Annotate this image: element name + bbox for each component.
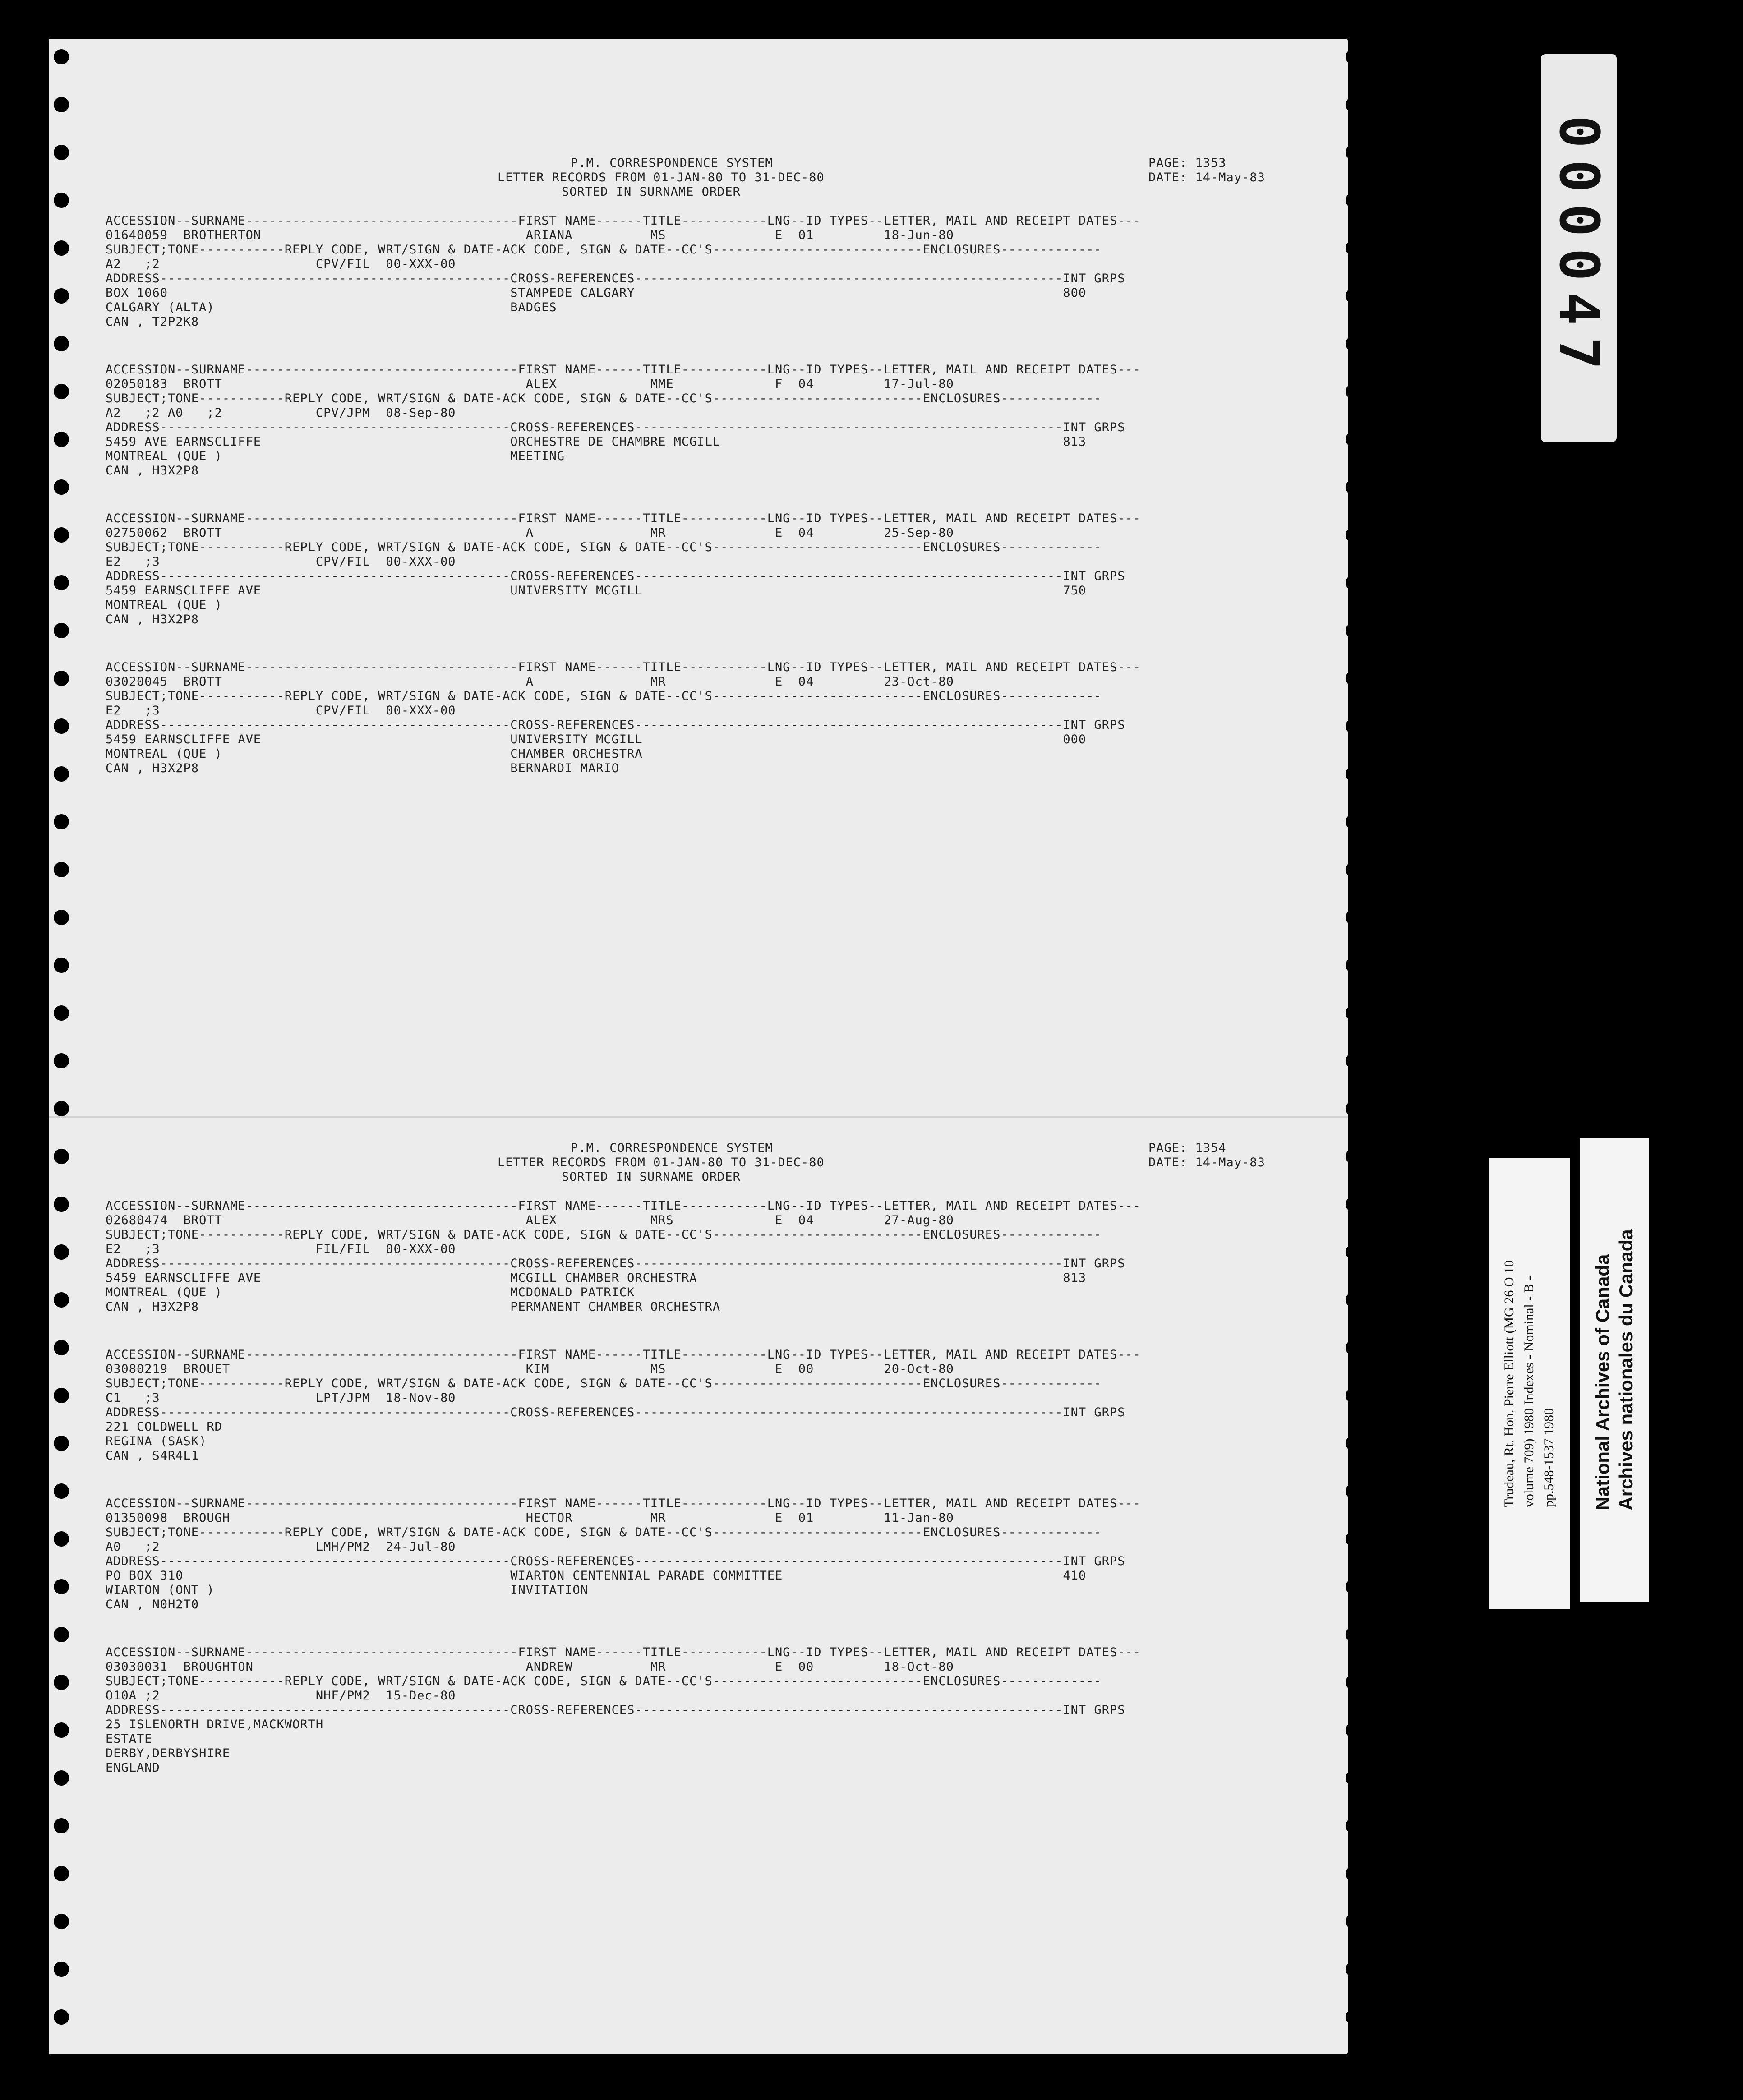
record-line: 02680474 BROTT ALEX MRS E 04 27-Aug-80 [106,1213,954,1227]
feed-hole [1346,1483,1361,1499]
record-line: C1 ;3 LPT/JPM 18-Nov-80 [106,1391,456,1405]
record-line: SUBJECT;TONE-----------REPLY CODE, WRT/SIGN & DATE-ACK CODE, SIGN & DATE--CC'S---------------------------ENCLOSURES------------- [106,540,1102,554]
record-line: 5459 AVE EARNSCLIFFE ORCHESTRE DE CHAMBRE MCGILL 813 [106,435,1087,449]
record-line: ADDRESS---------------------------------------------CROSS-REFERENCES-------------------------------------------------------INT GRPS [106,1703,1125,1717]
record-line: ADDRESS---------------------------------------------CROSS-REFERENCES-------------------------------------------------------INT GRPS [106,569,1125,583]
report-page-2 [106,1141,1287,1818]
record-line: ADDRESS---------------------------------------------CROSS-REFERENCES-------------------------------------------------------INT GRPS [106,1554,1125,1568]
reference-label-line: pp.548-1537 1980 [1541,1408,1556,1508]
sort-note: SORTED IN SURNAME ORDER [562,1170,741,1184]
feed-hole [54,97,69,112]
record-line: ESTATE [106,1732,152,1746]
record-line: CAN , N0H2T0 [106,1598,199,1612]
record-line: CAN , H3X2P8 BERNARDI MARIO [106,761,619,775]
feed-hole [54,49,69,64]
record-line: 25 ISLENORTH DRIVE,MACKWORTH [106,1718,324,1732]
feed-hole [54,1244,69,1260]
feed-hole [54,1627,69,1642]
feed-hole [1346,1340,1361,1355]
feed-hole [1346,432,1361,447]
feed-hole [54,1818,69,1833]
feed-hole [54,145,69,160]
feed-hole [54,1675,69,1690]
record-line: 5459 EARNSCLIFFE AVE UNIVERSITY MCGILL 750 [106,584,1087,598]
record-line: MONTREAL (QUE ) [106,598,222,612]
feed-hole [1346,623,1361,638]
record-line: MONTREAL (QUE ) MCDONALD PATRICK [106,1285,635,1299]
feed-hole [1346,814,1361,829]
feed-hole [1346,1388,1361,1403]
record-line: CAN , T2P2K8 [106,315,199,329]
page-number: PAGE: 1353 [1148,156,1227,170]
feed-hole [54,1005,69,1021]
record-line: CAN , S4R4L1 [106,1449,199,1463]
record-line: CAN , H3X2P8 [106,612,199,626]
feed-hole [54,1866,69,1881]
feed-hole [54,1101,69,1116]
archive-label [1580,1138,1649,1602]
record-line: DERBY,DERBYSHIRE [106,1746,231,1760]
feed-hole [1346,1579,1361,1594]
feed-hole [1346,575,1361,590]
record-line: SUBJECT;TONE-----------REPLY CODE, WRT/SIGN & DATE-ACK CODE, SIGN & DATE--CC'S---------------------------ENCLOSURES------------- [106,1674,1102,1688]
feed-hole [54,1436,69,1451]
sort-note: SORTED IN SURNAME ORDER [562,185,741,199]
record-line: ADDRESS---------------------------------------------CROSS-REFERENCES-------------------------------------------------------INT GRPS [106,272,1125,286]
accession-stamp [1541,54,1617,442]
page-number: PAGE: 1354 [1148,1141,1227,1155]
feed-hole [1346,1101,1361,1116]
feed-hole [54,623,69,638]
feed-hole [54,718,69,734]
feed-hole [54,384,69,399]
record-line: ACCESSION--SURNAME-----------------------------------FIRST NAME------TITLE-----------LNG--ID TYPES--LETTER, MAIL AND RECEIPT DATES--- [106,363,1141,377]
feed-hole [54,288,69,304]
feed-hole [1346,193,1361,208]
feed-hole [54,1292,69,1308]
record-line: ENGLAND [106,1761,160,1775]
record-line: ADDRESS---------------------------------------------CROSS-REFERENCES-------------------------------------------------------INT GRPS [106,718,1125,732]
feed-hole [54,1722,69,1738]
feed-hole [1346,862,1361,877]
record-line: A0 ;2 LMH/PM2 24-Jul-80 [106,1540,456,1554]
feed-hole [1346,1053,1361,1068]
record-line: ACCESSION--SURNAME-----------------------------------FIRST NAME------TITLE-----------LNG--ID TYPES--LETTER, MAIL AND RECEIPT DATES--- [106,214,1141,228]
feed-hole [1346,1675,1361,1690]
feed-hole [1346,2009,1361,2025]
record-line: 02750062 BROTT A MR E 04 25-Sep-80 [106,526,954,540]
feed-hole [1346,1627,1361,1642]
feed-hole [1346,1962,1361,1977]
archive-label-french: Archives nationales du Canada [1615,1229,1637,1511]
record-line: 01640059 BROTHERTON ARIANA MS E 01 18-Jun-80 [106,228,954,242]
feed-hole [1346,527,1361,543]
system-title: P.M. CORRESPONDENCE SYSTEM [571,156,773,170]
feed-hole [54,1579,69,1594]
feed-hole [54,1531,69,1547]
record-line: E2 ;3 CPV/FIL 00-XXX-00 [106,704,456,718]
record-line: 221 COLDWELL RD [106,1420,222,1434]
feed-hole [54,1197,69,1212]
record-line: ACCESSION--SURNAME-----------------------------------FIRST NAME------TITLE-----------LNG--ID TYPES--LETTER, MAIL AND RECEIPT DATES--- [106,660,1141,674]
record-line: A2 ;2 A0 ;2 CPV/JPM 08-Sep-80 [106,406,456,420]
feed-hole [54,336,69,351]
page-perforation [49,1116,1348,1118]
feed-hole [1346,288,1361,304]
feed-hole [1346,1149,1361,1164]
record-line: CAN , H3X2P8 [106,464,199,478]
report-subtitle: LETTER RECORDS FROM 01-JAN-80 TO 31-DEC-80 [498,1156,825,1170]
reference-label-line: Trudeau, Rt. Hon. Pierre Elliott (MG 26 O 10 [1502,1260,1517,1508]
record-line: E2 ;3 CPV/FIL 00-XXX-00 [106,555,456,569]
record-line: O10A ;2 NHF/PM2 15-Dec-80 [106,1689,456,1703]
feed-hole [54,1053,69,1068]
record-line: 02050183 BROTT ALEX MME F 04 17-Jul-80 [106,377,954,391]
feed-hole [54,1483,69,1499]
record-line: MONTREAL (QUE ) MEETING [106,449,565,463]
record-line: E2 ;3 FIL/FIL 00-XXX-00 [106,1242,456,1256]
feed-hole [54,671,69,686]
report-page-1 [106,156,1287,788]
feed-hole [1346,49,1361,64]
feed-hole [54,766,69,782]
feed-hole [54,193,69,208]
record-line: BOX 1060 STAMPEDE CALGARY 800 [106,286,1087,300]
feed-hole [1346,1244,1361,1260]
record-line: REGINA (SASK) [106,1434,207,1448]
feed-hole [54,910,69,925]
feed-hole [1346,1914,1361,1929]
feed-hole [1346,145,1361,160]
feed-hole [1346,1436,1361,1451]
feed-hole [54,240,69,256]
record-line: ADDRESS---------------------------------------------CROSS-REFERENCES-------------------------------------------------------INT GRPS [106,1405,1125,1419]
feed-hole [1346,671,1361,686]
record-line: ACCESSION--SURNAME-----------------------------------FIRST NAME------TITLE-----------LNG--ID TYPES--LETTER, MAIL AND RECEIPT DATES--- [106,1497,1141,1511]
feed-hole [1346,1292,1361,1308]
record-line: PO BOX 310 WIARTON CENTENNIAL PARADE COMMITTEE 410 [106,1569,1087,1583]
feed-hole [54,2009,69,2025]
record-line: ACCESSION--SURNAME-----------------------------------FIRST NAME------TITLE-----------LNG--ID TYPES--LETTER, MAIL AND RECEIPT DATES--- [106,1199,1141,1213]
feed-hole [1346,479,1361,495]
record-line: WIARTON (ONT ) INVITATION [106,1583,588,1597]
feed-hole [54,1340,69,1355]
record-line: A2 ;2 CPV/FIL 00-XXX-00 [106,257,456,271]
feed-hole [54,1770,69,1786]
feed-hole [54,862,69,877]
record-line: CALGARY (ALTA) BADGES [106,300,557,314]
record-line: ADDRESS---------------------------------------------CROSS-REFERENCES-------------------------------------------------------INT GRPS [106,420,1125,434]
feed-hole [1346,1818,1361,1833]
feed-hole [54,575,69,590]
feed-hole [1346,766,1361,782]
feed-hole [1346,1005,1361,1021]
record-line: ADDRESS---------------------------------------------CROSS-REFERENCES-------------------------------------------------------INT GRPS [106,1257,1125,1271]
record-line: 03080219 BROUET KIM MS E 00 20-Oct-80 [106,1362,954,1376]
feed-hole [54,1914,69,1929]
record-line: CAN , H3X2P8 PERMANENT CHAMBER ORCHESTRA [106,1300,721,1314]
record-line: SUBJECT;TONE-----------REPLY CODE, WRT/SIGN & DATE-ACK CODE, SIGN & DATE--CC'S---------------------------ENCLOSURES------------- [106,1228,1102,1242]
record-line: 03020045 BROTT A MR E 04 23-Oct-80 [106,675,954,689]
record-line: SUBJECT;TONE-----------REPLY CODE, WRT/SIGN & DATE-ACK CODE, SIGN & DATE--CC'S---------------------------ENCLOSURES------------- [106,391,1102,405]
feed-hole [1346,1866,1361,1881]
feed-hole [1346,336,1361,351]
report-date: DATE: 14-May-83 [1148,170,1265,184]
accession-stamp-number: 000047 [1547,115,1610,381]
feed-hole [1346,718,1361,734]
record-line: SUBJECT;TONE-----------REPLY CODE, WRT/SIGN & DATE-ACK CODE, SIGN & DATE--CC'S---------------------------ENCLOSURES------------- [106,1377,1102,1391]
feed-hole [54,958,69,973]
feed-hole [54,479,69,495]
feed-hole [54,1388,69,1403]
feed-hole [1346,1531,1361,1547]
feed-hole [1346,97,1361,112]
record-line: 01350098 BROUGH HECTOR MR E 01 11-Jan-80 [106,1511,954,1525]
record-line: MONTREAL (QUE ) CHAMBER ORCHESTRA [106,747,643,761]
report-date: DATE: 14-May-83 [1148,1156,1265,1170]
feed-hole [1346,1770,1361,1786]
reference-label-line: volume 709) 1980 Indexes - Nominal - B - [1522,1276,1536,1508]
report-subtitle: LETTER RECORDS FROM 01-JAN-80 TO 31-DEC-80 [498,170,825,184]
record-line: ACCESSION--SURNAME-----------------------------------FIRST NAME------TITLE-----------LNG--ID TYPES--LETTER, MAIL AND RECEIPT DATES--- [106,1348,1141,1362]
record-line: 5459 EARNSCLIFFE AVE UNIVERSITY MCGILL 000 [106,732,1087,746]
feed-hole [1346,384,1361,399]
feed-hole [1346,1722,1361,1738]
feed-hole [1346,1197,1361,1212]
feed-hole [1346,240,1361,256]
feed-hole [1346,910,1361,925]
record-line: ACCESSION--SURNAME-----------------------------------FIRST NAME------TITLE-----------LNG--ID TYPES--LETTER, MAIL AND RECEIPT DATES--- [106,511,1141,525]
record-line: SUBJECT;TONE-----------REPLY CODE, WRT/SIGN & DATE-ACK CODE, SIGN & DATE--CC'S---------------------------ENCLOSURES------------- [106,689,1102,703]
feed-hole [54,814,69,829]
archive-label-english: National Archives of Canada [1592,1254,1613,1511]
record-line: 03030031 BROUGHTON ANDREW MR E 00 18-Oct-80 [106,1660,954,1674]
feed-hole [54,1962,69,1977]
record-line: SUBJECT;TONE-----------REPLY CODE, WRT/SIGN & DATE-ACK CODE, SIGN & DATE--CC'S---------------------------ENCLOSURES------------- [106,1525,1102,1539]
record-line: ACCESSION--SURNAME-----------------------------------FIRST NAME------TITLE-----------LNG--ID TYPES--LETTER, MAIL AND RECEIPT DATES--- [106,1645,1141,1659]
record-line: 5459 EARNSCLIFFE AVE MCGILL CHAMBER ORCHESTRA 813 [106,1271,1087,1285]
feed-hole [54,1149,69,1164]
feed-hole [54,432,69,447]
feed-hole [54,527,69,543]
record-line: SUBJECT;TONE-----------REPLY CODE, WRT/SIGN & DATE-ACK CODE, SIGN & DATE--CC'S---------------------------ENCLOSURES------------- [106,243,1102,257]
feed-hole [1346,958,1361,973]
system-title: P.M. CORRESPONDENCE SYSTEM [571,1141,773,1155]
reference-label [1489,1158,1570,1609]
